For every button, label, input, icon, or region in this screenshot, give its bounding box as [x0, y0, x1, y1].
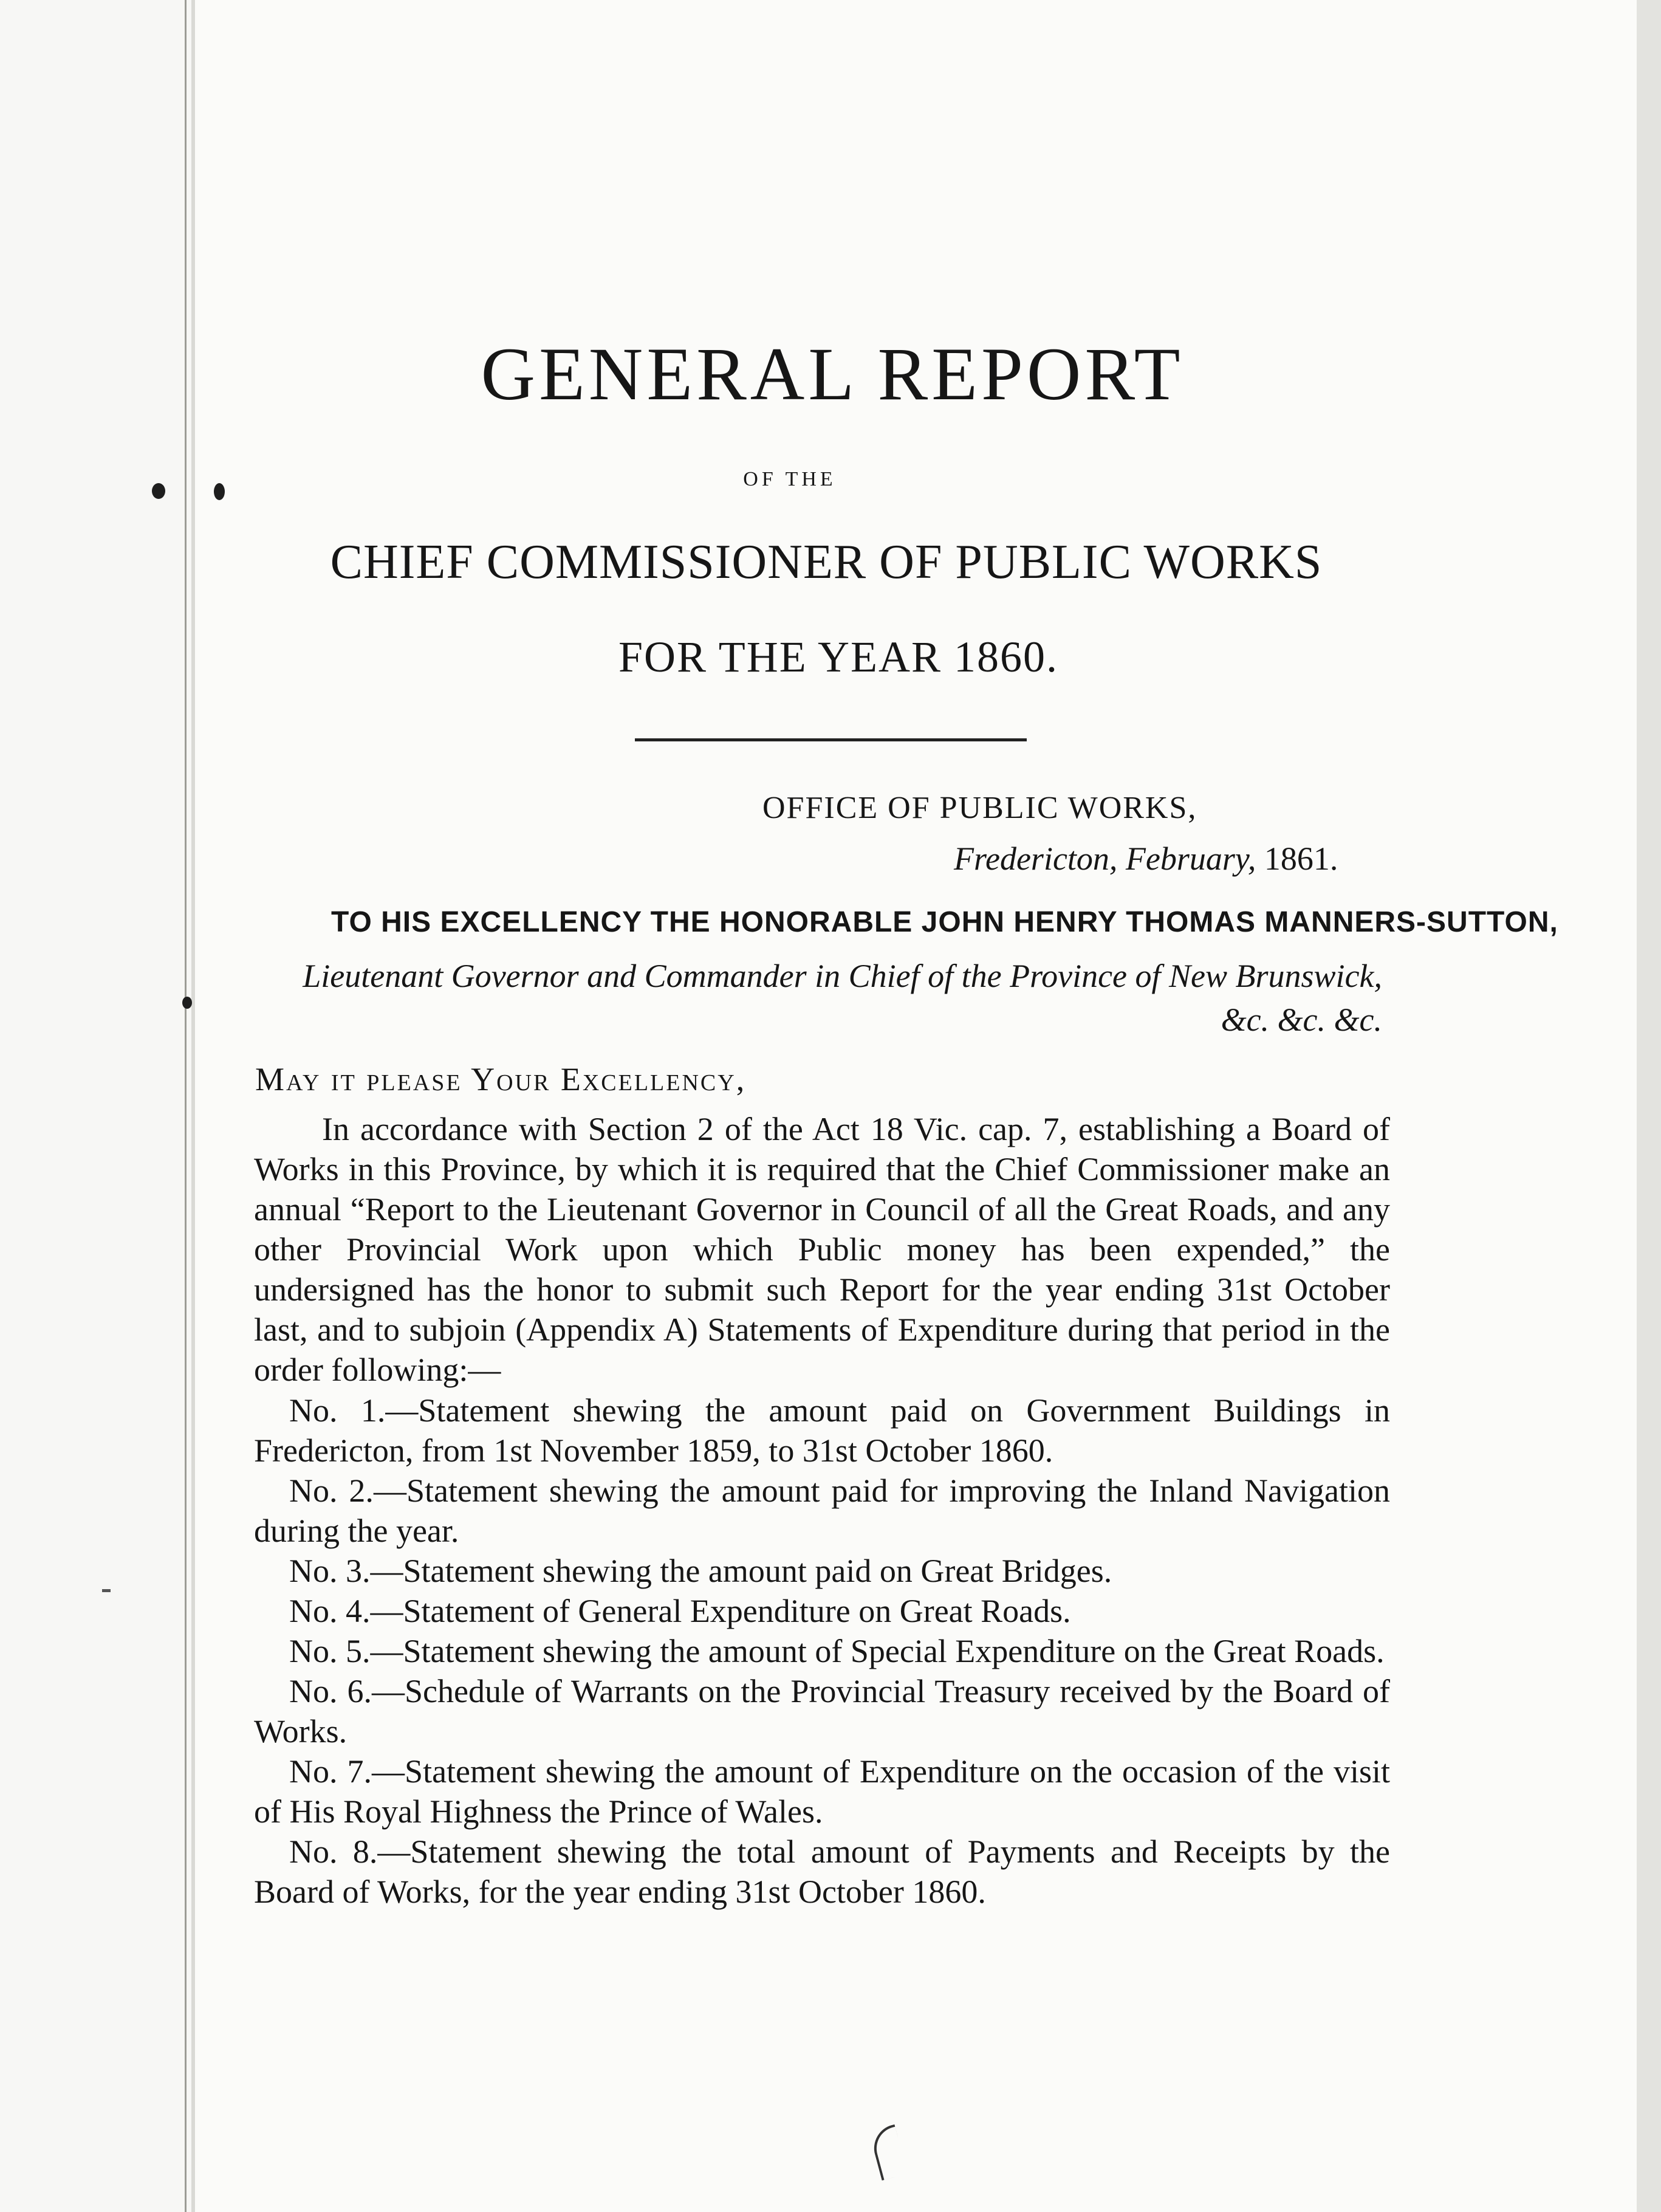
ink-speck: [182, 997, 192, 1009]
list-item: No. 2.—Statement shewing the amount paid for improving the Inland Navigation during the year.: [254, 1472, 1390, 1549]
commissioner-heading: CHIEF COMMISSIONER OF PUBLIC WORKS: [330, 535, 1323, 589]
body-paragraph: In accordance with Section 2 of the Act 18 Vic. cap. 7, establishing a Board of Works in this Province, by which it is required that the Chief Commissioner make an annual “Report to the Lieutenant Governor in Council of all the Great Roads, and any other Provincial Work upon which Public money has been expended,” the undersigned has the honor to submit such Report for the year ending 31st October last, and to subjoin (Appendix A) Statements of Expenditure during that period in the order following:—: [254, 1111, 1390, 1388]
office-line: OFFICE OF PUBLIC WORKS,: [762, 791, 1197, 825]
list-item: No. 6.—Schedule of Warrants on the Provincial Treasury received by the Board of Works.: [254, 1673, 1390, 1750]
ink-speck: [152, 483, 165, 499]
binding-fold: [185, 0, 187, 2212]
pencil-mark: [869, 2124, 908, 2181]
salutation: May it please Your Excellency,: [255, 1061, 747, 1097]
of-the-line: OF THE: [743, 468, 837, 490]
date-year: 1861.: [1264, 840, 1338, 877]
place-text: Fredericton, February,: [954, 840, 1256, 877]
list-item: No. 8.—Statement shewing the total amount of Payments and Receipts by the Board of Works, for the year ending 31st October 1860.: [254, 1833, 1390, 1910]
list-item: No. 4.—Statement of General Expenditure on Great Roads.: [289, 1593, 1071, 1629]
report-title: GENERAL REPORT: [481, 332, 1184, 416]
heading-rule: [635, 738, 1027, 741]
year-heading: FOR THE YEAR 1860.: [618, 633, 1059, 681]
list-item: No. 3.—Statement shewing the amount paid on Great Bridges.: [289, 1553, 1112, 1589]
list-item: No. 1.—Statement shewing the amount paid on Government Buildings in Fredericton, from 1st November 1859, to 31st October 1860.: [254, 1392, 1391, 1469]
list-item: No. 5.—Statement shewing the amount of Special Expenditure on the Great Roads.: [289, 1633, 1385, 1669]
addressee-line: TO HIS EXCELLENCY THE HONORABLE JOHN HENRY THOMAS MANNERS-SUTTON,: [331, 906, 1558, 938]
place-date-line: [954, 840, 1379, 878]
list-item: No. 7.—Statement shewing the amount of Expenditure on the occasion of the visit of His Royal Highness the Prince of Wales.: [254, 1753, 1390, 1830]
ink-speck: [214, 483, 225, 500]
statement-list: [254, 1390, 1390, 1912]
right-page-edge: [1637, 0, 1661, 2212]
addressee-title: Lieutenant Governor and Commander in Chief of the Province of New Brunswick, &c. &c. &c.: [303, 958, 1382, 1038]
ink-dash: [102, 1589, 111, 1592]
left-page-edge: [0, 0, 195, 2212]
